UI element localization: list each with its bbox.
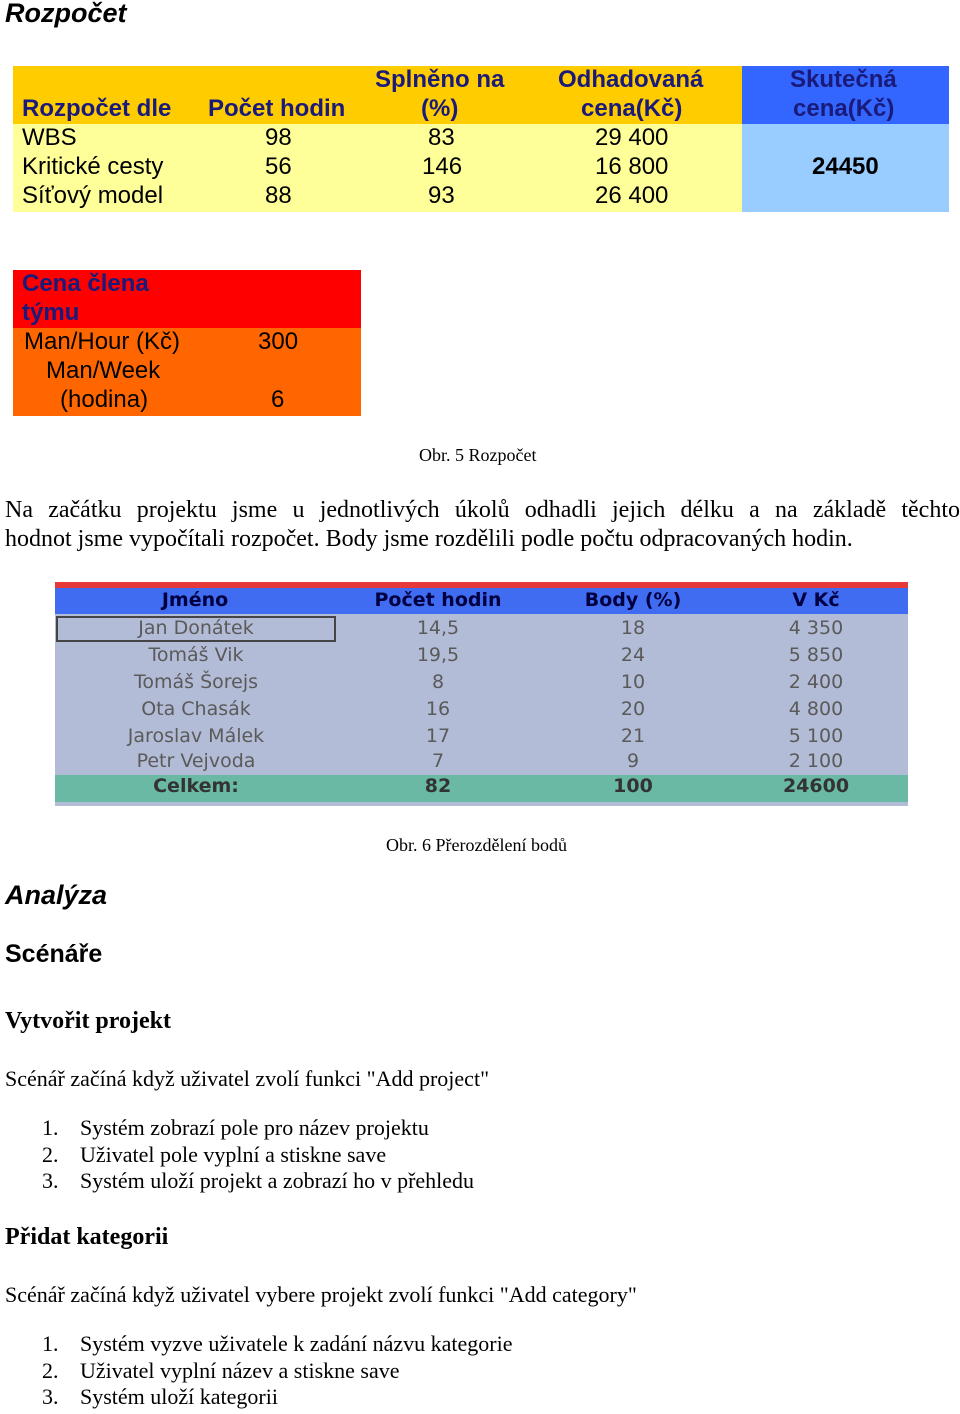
list-item [42, 1384, 278, 1410]
intro-paragraph-line1: Na začátku projektu jsme u jednotlivých úkolů odhadli jejich délku a na základě těchto [5, 497, 960, 523]
table-row [55, 616, 908, 643]
row-hours: 88 [265, 182, 292, 209]
total-label: Celkem: [153, 775, 239, 797]
row-label: Kritické cesty [22, 153, 164, 180]
row-done: 93 [428, 182, 455, 209]
list-item-text: Uživatel vyplní název a stiskne save [80, 1358, 400, 1383]
table-row [55, 751, 908, 778]
list-item-text: Systém uloží projekt a zobrazí ho v přehledu [80, 1168, 475, 1193]
cell-hours: 19,5 [416, 644, 460, 666]
list-item-number: 1. [42, 1115, 59, 1140]
list-item-text: Systém zobrazí pole pro název projektu [80, 1115, 429, 1140]
cell-hours: 17 [425, 725, 451, 747]
header-done-line2: (%) [421, 95, 459, 122]
list-item-number: 1. [42, 1331, 59, 1356]
cell-czk: 4 350 [788, 617, 844, 639]
col-header-hours: Počet hodin [374, 589, 502, 611]
list-item-number: 3. [42, 1168, 59, 1193]
col-header-name: Jméno [161, 589, 229, 611]
man-week-label-line2: (hodina) [60, 386, 149, 413]
points-table-total-row [55, 775, 908, 802]
list-item-text: Uživatel pole vyplní a stiskne save [80, 1142, 387, 1167]
cell-czk: 5 100 [788, 725, 844, 747]
list-item [42, 1331, 513, 1357]
table-row [55, 724, 908, 751]
cell-name: Petr Vejvoda [136, 750, 256, 772]
cell-points: 10 [620, 671, 646, 693]
row-estimate: 29 400 [595, 124, 669, 151]
col-header-czk: V Kč [792, 589, 840, 611]
cell-points: 24 [620, 644, 646, 666]
cell-name: Ota Chasák [141, 698, 251, 720]
row-estimate: 26 400 [595, 182, 669, 209]
total-czk: 24600 [782, 775, 850, 797]
cell-name: Tomáš Vik [148, 644, 244, 666]
section-title-add-category: Přidat kategorii [5, 1224, 169, 1250]
total-points: 100 [613, 775, 653, 797]
cell-points: 18 [620, 617, 646, 639]
cell-czk: 2 400 [788, 671, 844, 693]
row-hours: 56 [265, 153, 292, 180]
analysis-heading: Analýza [5, 880, 108, 910]
header-hours: Počet hodin [208, 95, 346, 122]
cell-points: 21 [620, 725, 646, 747]
header-actual-line1: Skutečná [790, 66, 897, 93]
section-intro-add-category: Scénář začíná když uživatel vybere projekt zvolí funkci "Add category" [5, 1282, 637, 1307]
header-estimate-line1: Odhadovaná [558, 66, 704, 93]
row-done: 146 [422, 153, 463, 180]
header-estimate-line2: cena(Kč) [581, 95, 683, 122]
cell-points: 20 [620, 698, 646, 720]
list-item [42, 1358, 400, 1384]
list-item-number: 3. [42, 1384, 59, 1409]
list-item [42, 1115, 429, 1141]
points-table [55, 582, 908, 806]
header-done-line1: Splněno na [375, 66, 505, 93]
man-hour-label: Man/Hour (Kč) [24, 328, 181, 355]
row-estimate: 16 800 [595, 153, 669, 180]
cell-name: Tomáš Šorejs [133, 671, 259, 693]
table-row [55, 670, 908, 697]
list-item-number: 2. [42, 1358, 59, 1383]
row-label: WBS [22, 124, 77, 151]
list-item-number: 2. [42, 1142, 59, 1167]
table-row [55, 697, 908, 724]
list-item-text: Systém uloží kategorii [80, 1384, 278, 1409]
row-label: Síťový model [22, 182, 164, 209]
cell-hours: 14,5 [416, 617, 460, 639]
section-intro-create-project: Scénář začíná když uživatel zvolí funkci "Add project" [5, 1066, 490, 1091]
man-week-value: 6 [271, 386, 285, 413]
figure-caption-points: Obr. 6 Přerozdělení bodů [386, 835, 567, 855]
row-hours: 98 [265, 124, 292, 151]
team-cost-table [13, 270, 361, 416]
cell-hours: 8 [431, 671, 445, 693]
cell-points: 9 [626, 750, 640, 772]
list-item-text: Systém vyzve uživatele k zadání názvu kategorie [80, 1331, 513, 1356]
man-hour-value: 300 [258, 328, 299, 355]
page-heading: Rozpočet [5, 0, 127, 28]
col-header-points: Body (%) [584, 589, 682, 611]
intro-paragraph-line2: hodnot jsme vypočítali rozpočet. Body jsme rozdělili podle počtu odpracovaných hodin. [5, 526, 853, 552]
cell-hours: 7 [431, 750, 445, 772]
total-hours: 82 [424, 775, 452, 797]
figure-caption-budget: Obr. 5 Rozpočet [419, 445, 537, 465]
cell-czk: 5 850 [788, 644, 844, 666]
cell-czk: 2 100 [788, 750, 844, 772]
intro-paragraph [5, 496, 960, 554]
team-cost-title-line1: Cena člena [22, 270, 149, 297]
header-budget-by: Rozpočet dle [22, 95, 172, 122]
actual-price-value: 24450 [812, 153, 879, 180]
cell-name: Jan Donátek [138, 617, 254, 639]
header-actual-line2: cena(Kč) [793, 95, 895, 122]
scenarios-heading: Scénáře [5, 940, 103, 968]
list-item [42, 1168, 474, 1194]
list-item [42, 1142, 386, 1168]
cell-czk: 4 800 [788, 698, 844, 720]
cell-hours: 16 [425, 698, 451, 720]
budget-table [13, 66, 949, 212]
man-week-label-line1: Man/Week [46, 357, 161, 384]
table-row [55, 643, 908, 670]
row-done: 83 [428, 124, 455, 151]
points-table-header [55, 588, 908, 614]
section-title-create-project: Vytvořit projekt [5, 1008, 171, 1034]
cell-name: Jaroslav Málek [127, 725, 265, 747]
team-cost-title-line2: týmu [22, 299, 80, 326]
